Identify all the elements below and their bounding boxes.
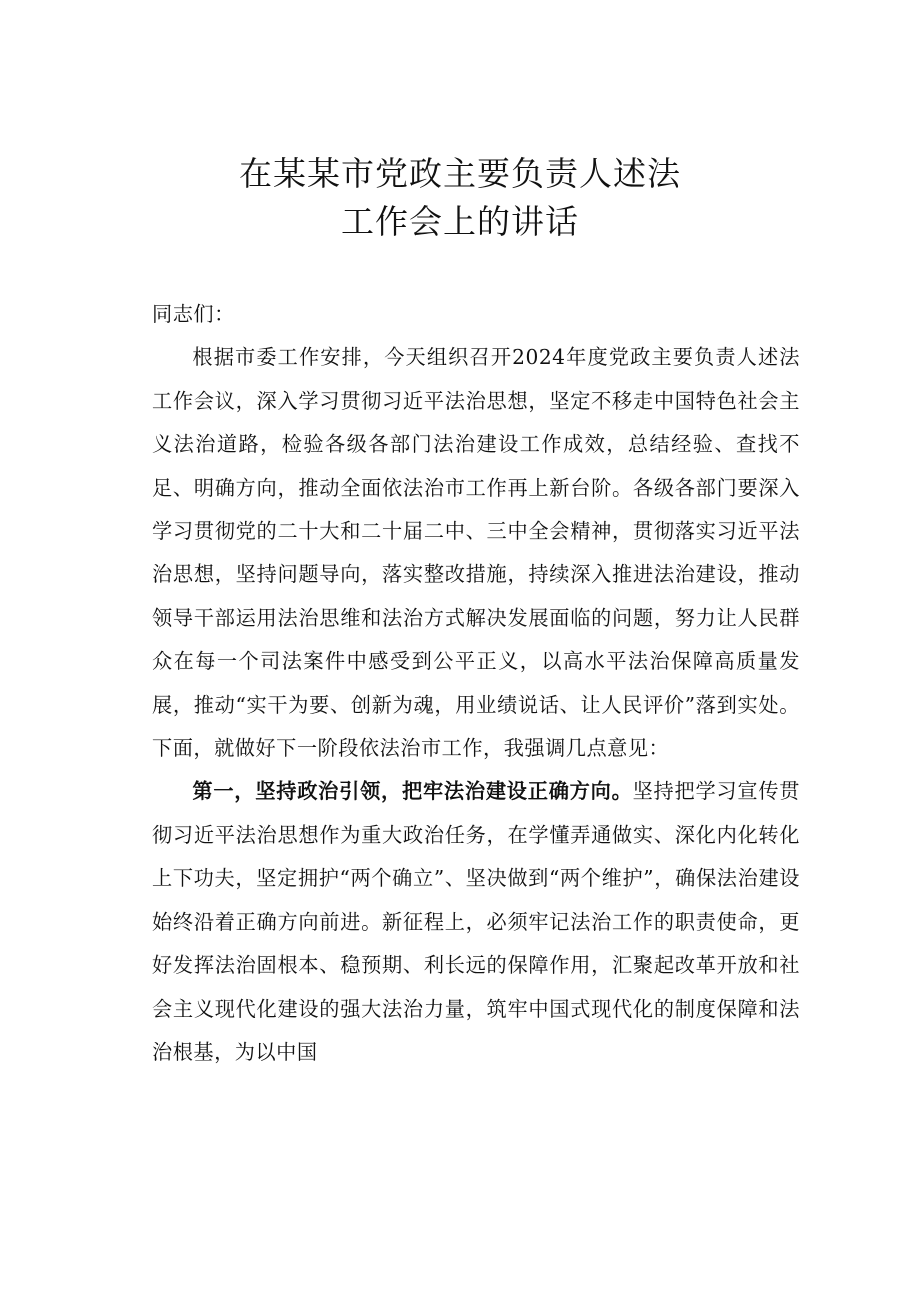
paragraph-first-point	[152, 770, 800, 1074]
title-line-1: 在某某市党政主要负责人述法	[239, 154, 681, 193]
paragraph-first-point-body: 坚持把学习宣传贯彻习近平法治思想作为重大政治任务，在学懂弄通做实、深化内化转化上下功夫，坚定拥护“两个确立”、坚决做到“两个维护”，确保法治建设始终沿着正确方向前进。新征程上，必须牢记法治工作的职责使命，更好发挥法治固根本、稳预期、利长远的保障作用，汇聚起改革开放和社会主义现代化建设的强大法治力量，筑牢中国式现代化的制度保障和法治根基，为以中国	[152, 779, 800, 1064]
paragraph-intro: 根据市委工作安排，今天组织召开2024年度党政主要负责人述法工作会议，深入学习贯彻习近平法治思想，坚定不移走中国特色社会主义法治道路，检验各级各部门法治建设工作成效，总结经验、查找不足、明确方向，推动全面依法治市工作再上新台阶。各级各部门要深入学习贯彻党的二十大和二十届二中、三中全会精神，贯彻落实习近平法治思想，坚持问题导向，落实整改措施，持续深入推进法治建设，推动领导干部运用法治思维和法治方式解决发展面临的问题，努力让人民群众在每一个司法案件中感受到公平正义，以高水平法治保障高质量发展，推动“实干为要、创新为魂，用业绩说话、让人民评价”落到实处。下面，就做好下一阶段依法治市工作，我强调几点意见：	[152, 345, 800, 761]
paragraph-heading: 第一，坚持政治引领，把牢法治建设正确方向。	[192, 779, 633, 804]
salutation: 同志们：	[152, 302, 235, 326]
document-body	[152, 293, 800, 1074]
title-line-2: 工作会上的讲话	[341, 202, 579, 241]
document-title	[0, 150, 920, 246]
